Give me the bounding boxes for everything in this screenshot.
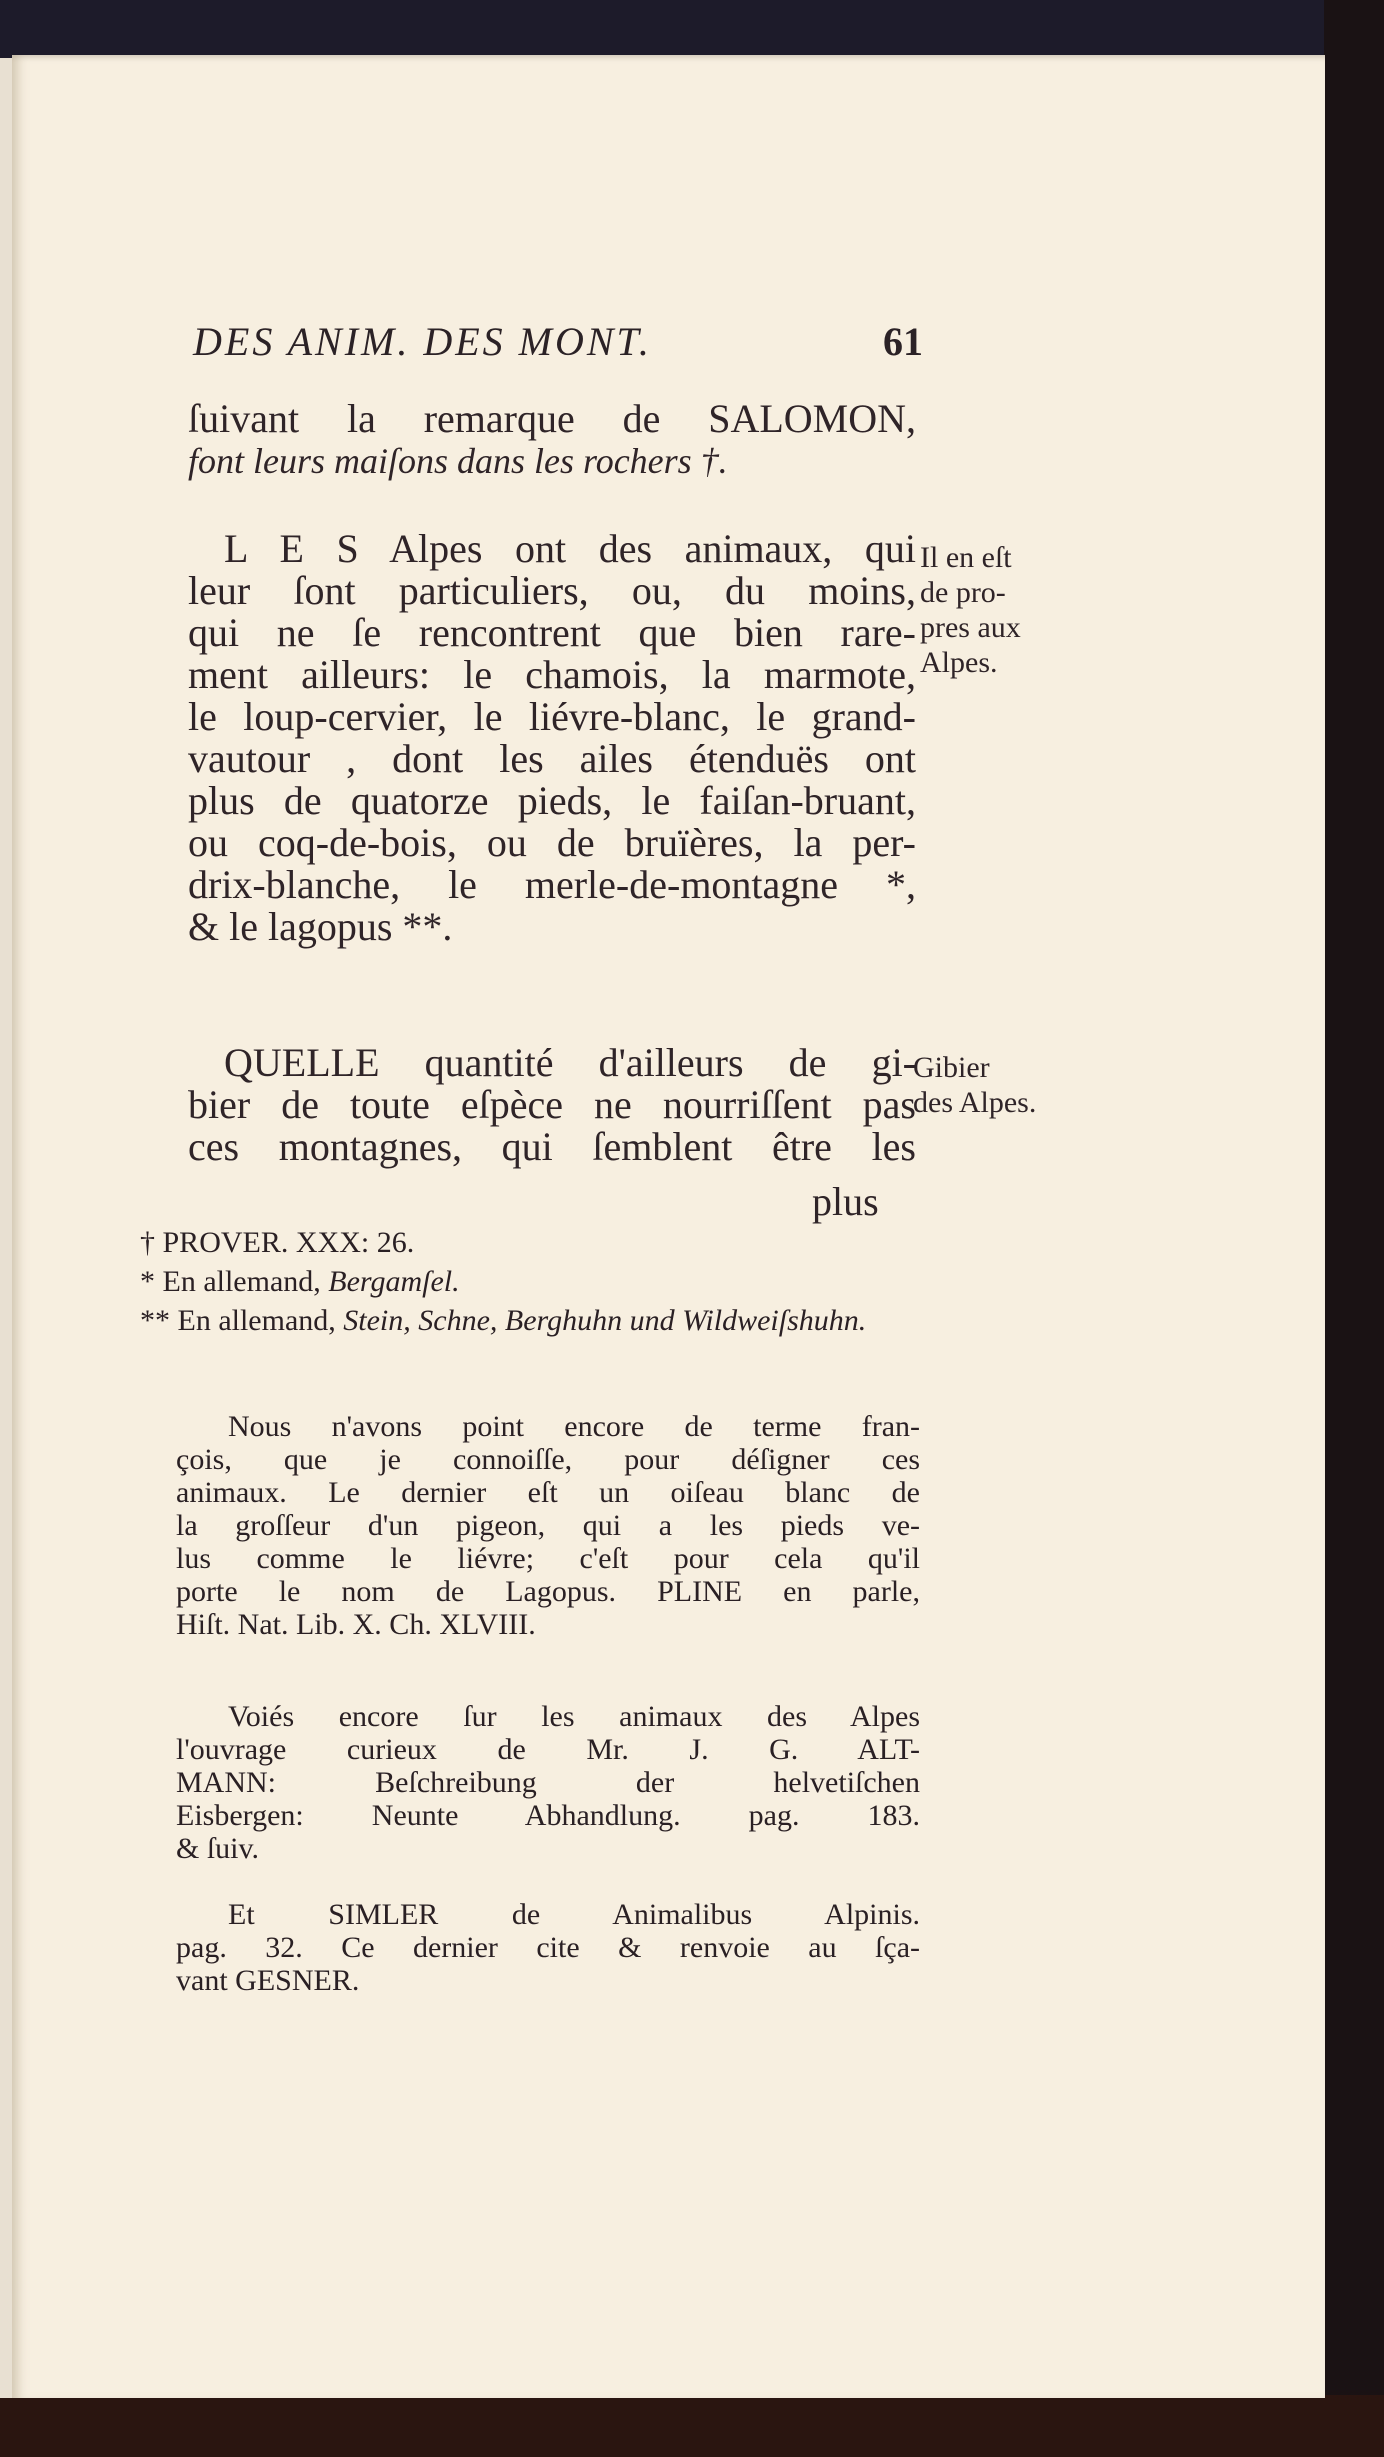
body-line: leur ſont particuliers, ou, du moins, (188, 568, 916, 613)
note-line: la groſſeur d'un pigeon, qui a les pieds ve- (176, 1509, 920, 1542)
footnote-dagger: † PROVER. XXX: 26. (140, 1226, 415, 1259)
note-line: & ſuiv. (176, 1832, 260, 1865)
note-line: Et SIMLER de Animalibus Alpinis. (228, 1898, 920, 1931)
note-line: vant GESNER. (176, 1964, 360, 1997)
footnote-star-2 (140, 1304, 920, 1337)
note-line: çois, que je connoiſſe, pour déſigner ces (176, 1443, 920, 1476)
note-line: l'ouvrage curieux de Mr. J. G. ALT- (176, 1733, 920, 1766)
running-header (193, 318, 923, 365)
page-number: 61 (883, 319, 923, 364)
scan-background-bottom (0, 2395, 1384, 2457)
body-line: ment ailleurs: le chamois, la marmote, (188, 652, 916, 697)
margin-note-line: Alpes. (920, 646, 998, 679)
note-line: lus comme le liévre; c'eſt pour cela qu'il (176, 1542, 920, 1575)
paragraph-alpes-animals (188, 528, 916, 948)
note-line: Hiſt. Nat. Lib. X. Ch. XLVIII. (176, 1608, 536, 1641)
margin-note-alpes (920, 540, 1100, 680)
body-line-italic: font leurs maiſons dans les rochers †. (188, 441, 728, 481)
running-head-title: DES ANIM. DES MONT. (193, 319, 652, 364)
margin-note-gibier (913, 1050, 1093, 1120)
note-line: Voiés encore ſur les animaux des Alpes (228, 1700, 920, 1733)
paragraph-gibier (188, 1042, 916, 1168)
scan-background-right (1324, 0, 1384, 2457)
body-line: vautour , dont les ailes étenduës ont (188, 736, 916, 781)
note-line: porte le nom de Lagopus. PLINE en parle, (176, 1575, 920, 1608)
body-line: & le lagopus **. (188, 904, 453, 949)
footnote-voies-paragraph (176, 1700, 920, 1865)
margin-note-line: pres aux (920, 611, 1021, 644)
margin-note-line: des Alpes. (913, 1086, 1037, 1119)
footnote-italic: Bergamſel. (328, 1265, 460, 1298)
body-continuation (188, 398, 916, 482)
body-line: plus de quatorze pieds, le faiſan-bruant, (188, 778, 916, 823)
body-line: le loup-cervier, le liévre-blanc, le grand- (188, 694, 916, 739)
body-line: L E S Alpes ont des animaux, qui (224, 526, 916, 571)
body-line: bier de toute eſpèce ne nourriſſent pas (188, 1082, 916, 1127)
page-gutter-strip (0, 58, 12, 2398)
body-line: QUELLE quantité d'ailleurs de gi- (224, 1040, 916, 1085)
scan-background-top (0, 0, 1384, 58)
margin-note-line: de pro- (920, 576, 1006, 609)
footnote-star-1 (140, 1265, 920, 1298)
margin-note-line: Gibier (913, 1051, 990, 1084)
footnote-nous-paragraph (176, 1410, 920, 1641)
body-line: ces montagnes, qui ſemblent être les (188, 1124, 916, 1169)
body-line: qui ne ſe rencontrent que bien rare- (188, 610, 916, 655)
note-line: MANN: Beſchreibung der helvetiſchen (176, 1766, 920, 1799)
footnote-italic: Stein, Schne, Berghuhn und Wildweiſshuhn. (343, 1304, 867, 1337)
margin-note-line: Il en eſt (920, 541, 1012, 574)
note-line: Nous n'avons point encore de terme fran- (228, 1410, 920, 1443)
footnote-text: ** En allemand, (140, 1304, 344, 1337)
note-line: Eisbergen: Neunte Abhandlung. pag. 183. (176, 1799, 920, 1832)
body-line: ou coq-de-bois, ou de bruïères, la per- (188, 820, 916, 865)
body-line: drix-blanche, le merle-de-montagne *, (188, 862, 916, 907)
footnotes (140, 1226, 920, 1337)
body-line: ſuivant la remarque de SALOMON, (188, 396, 916, 441)
footnote-simler-paragraph (176, 1898, 920, 1997)
note-line: animaux. Le dernier eſt un oiſeau blanc de (176, 1476, 920, 1509)
catchword: plus (812, 1179, 879, 1224)
footnote-text: * En allemand, (140, 1265, 329, 1298)
note-line: pag. 32. Ce dernier cite & renvoie au ſça- (176, 1931, 920, 1964)
